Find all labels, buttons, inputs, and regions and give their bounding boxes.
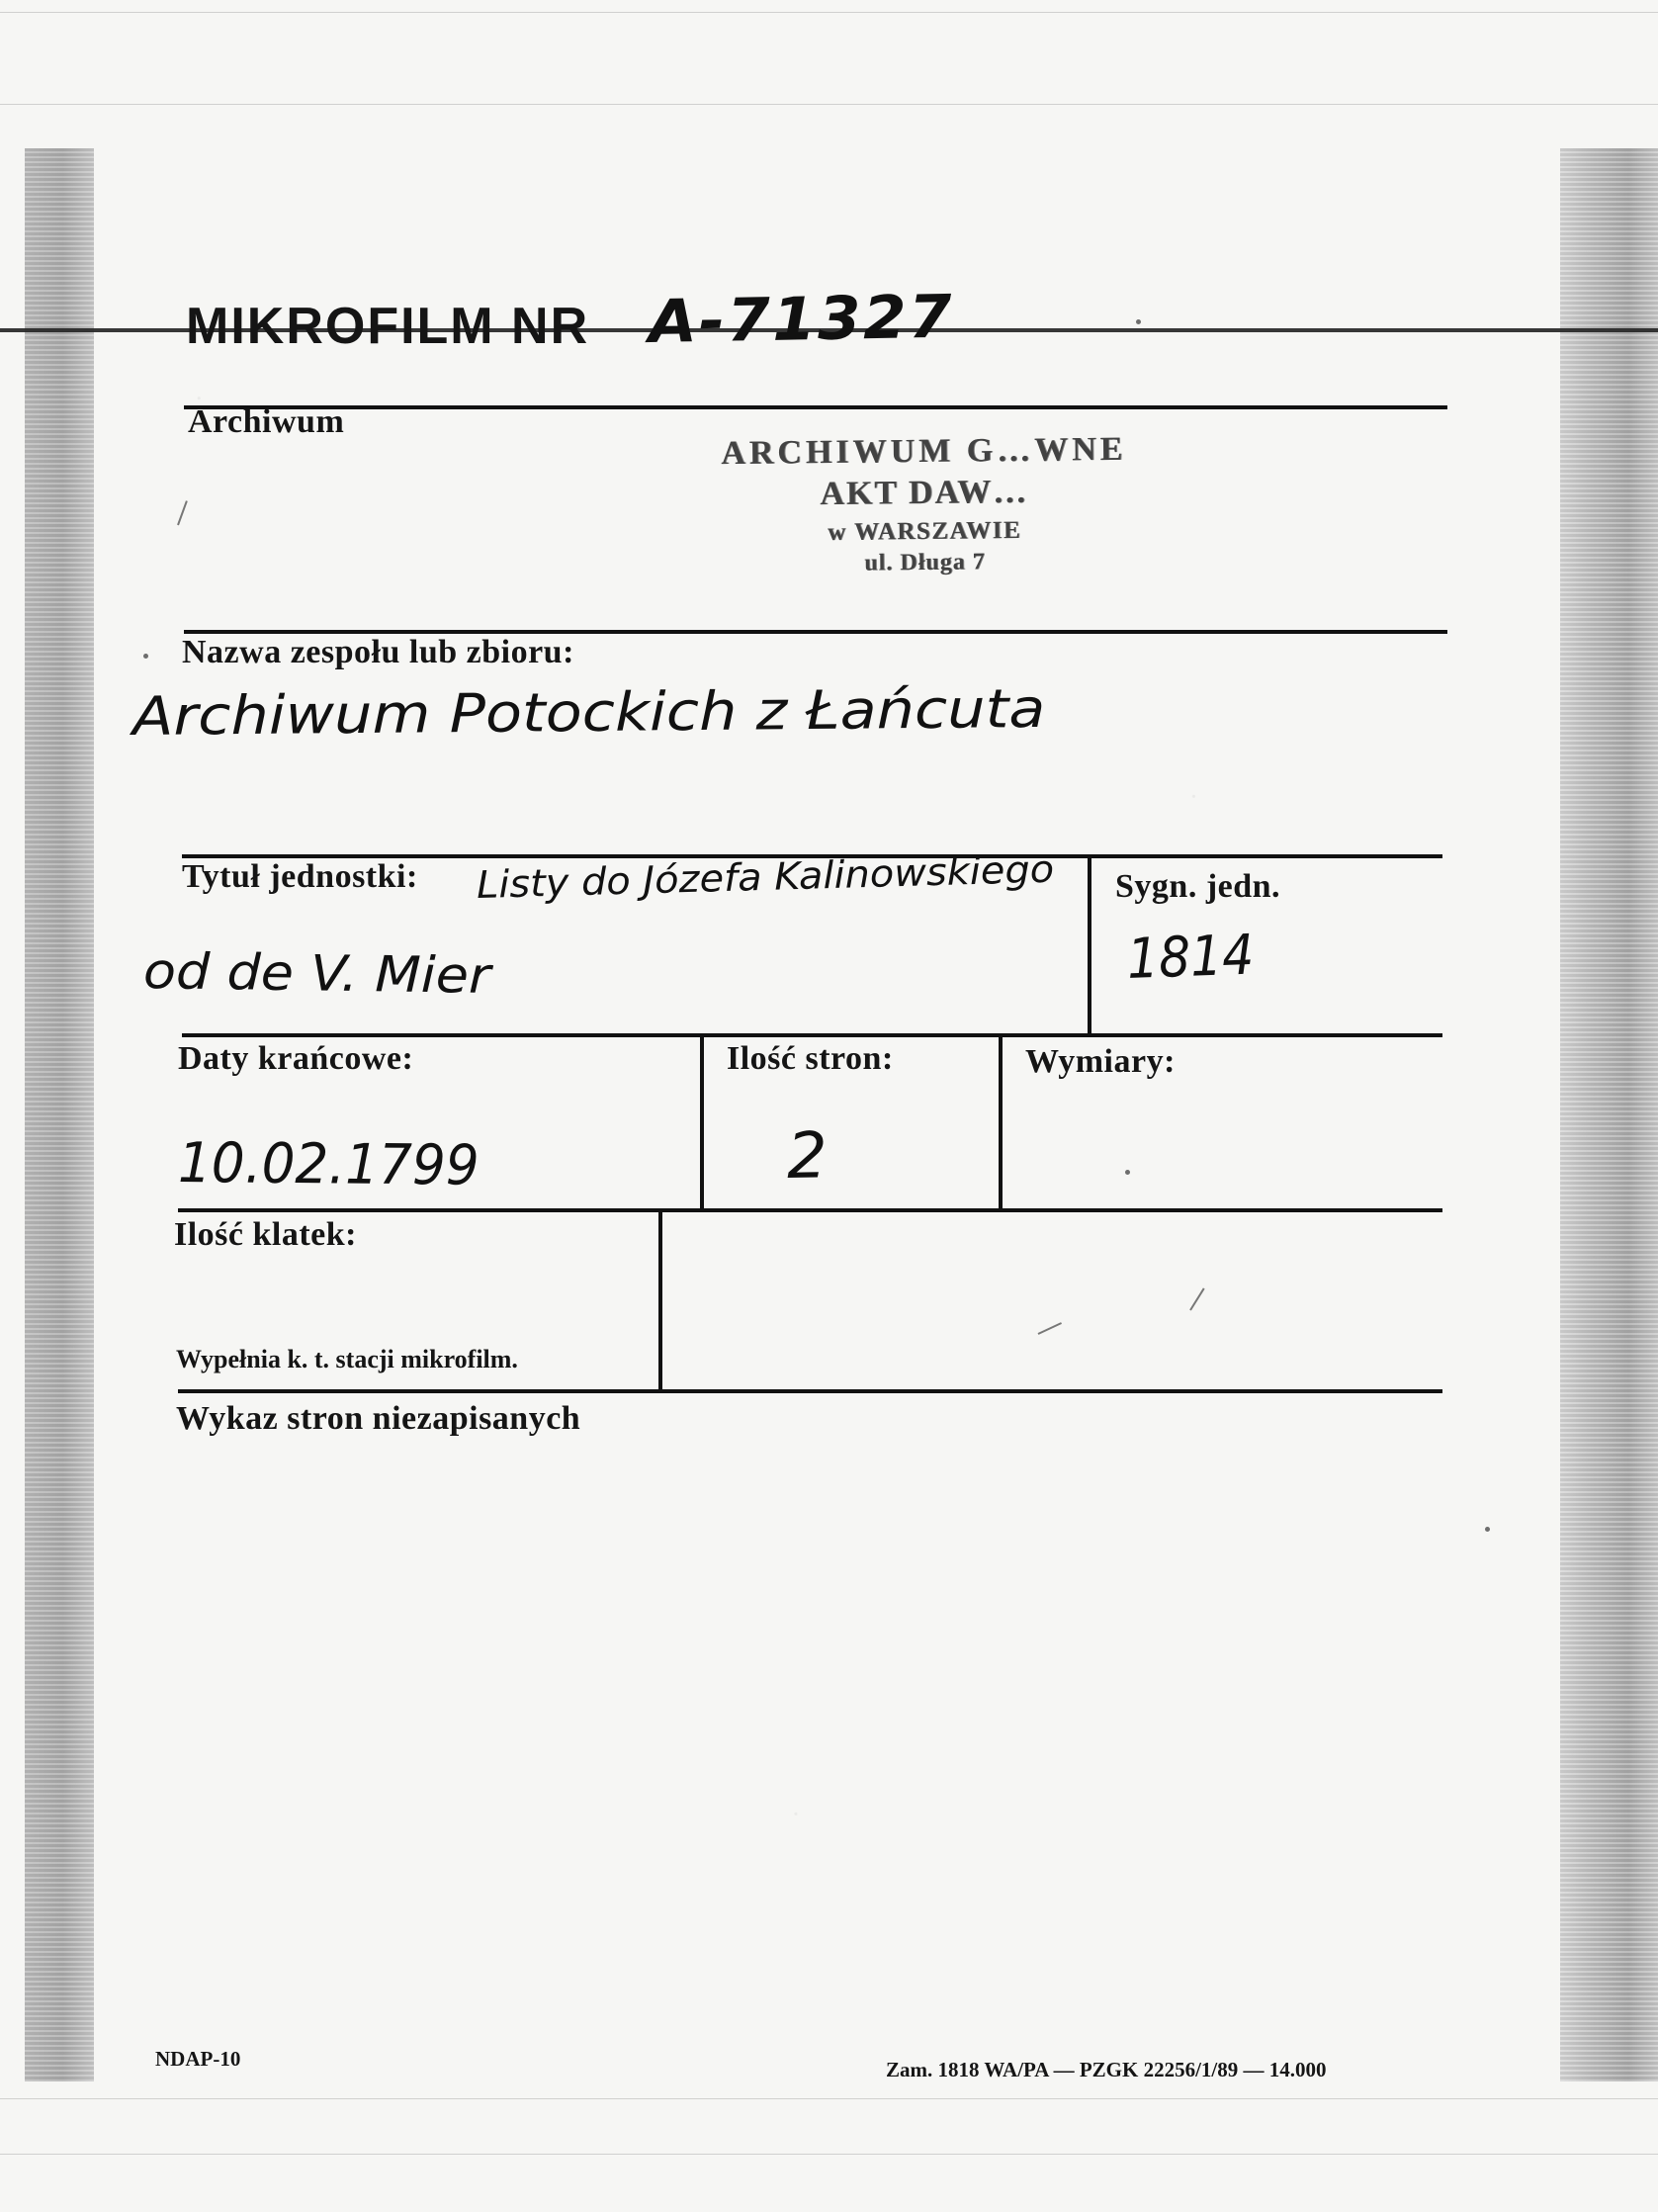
dates-label: Daty krańcowe: bbox=[178, 1040, 414, 1077]
pages-handwritten-value: 2 bbox=[786, 1119, 829, 1194]
footer-print-info: Zam. 1818 WA/PA — PZGK 22256/1/89 — 14.000 bbox=[886, 2058, 1327, 2081]
signature-handwritten-value: 1814 bbox=[1125, 923, 1256, 992]
ink-scratch bbox=[1189, 1287, 1204, 1310]
microfilm-title-prefix: MIKROFILM NR bbox=[186, 298, 590, 355]
frames-label: Ilość klatek: bbox=[174, 1216, 357, 1253]
footer-form-code: NDAP-10 bbox=[155, 2047, 241, 2071]
collection-handwritten-value: Archiwum Potockich z Łańcuta bbox=[131, 676, 1046, 748]
ink-scratch bbox=[1038, 1322, 1062, 1335]
signature-label: Sygn. jedn. bbox=[1115, 868, 1281, 905]
archiwum-label: Archiwum bbox=[188, 403, 345, 440]
archive-stamp-line-1: ARCHIWUM G…WNE bbox=[721, 430, 1127, 473]
frames-divider bbox=[658, 1209, 662, 1390]
microfilm-title bbox=[186, 282, 955, 357]
unit-title-handwritten-value-1: Listy do Józefa Kalinowskiego bbox=[476, 846, 1055, 907]
scan-line-lower bbox=[0, 2098, 1658, 2099]
collection-label: Nazwa zespołu lub zbioru: bbox=[182, 634, 574, 670]
ink-speck bbox=[1125, 1170, 1130, 1175]
archive-stamp-line-4: ul. Długa 7 bbox=[864, 549, 986, 576]
signature-divider bbox=[1088, 855, 1091, 1033]
archiwum-top-rule bbox=[184, 405, 1447, 409]
archive-stamp bbox=[632, 430, 1217, 604]
dimensions-label: Wymiary: bbox=[1025, 1043, 1176, 1080]
ink-scratch bbox=[177, 500, 188, 525]
ink-speck bbox=[143, 654, 148, 659]
dates-pages-divider bbox=[700, 1033, 704, 1209]
ink-speck bbox=[1136, 319, 1141, 324]
pages-dimensions-divider bbox=[999, 1033, 1003, 1212]
left-scan-shadow-strip bbox=[25, 148, 94, 2081]
frames-top-rule bbox=[178, 1208, 1442, 1212]
ink-speck bbox=[1485, 1527, 1490, 1532]
unit-title-handwritten-value-2: od de V. Mier bbox=[142, 942, 491, 1005]
blank-pages-top-rule bbox=[178, 1389, 1442, 1393]
unit-title-label: Tytuł jednostki: bbox=[182, 858, 418, 895]
dates-handwritten-value: 10.02.1799 bbox=[177, 1131, 480, 1198]
dates-top-rule bbox=[182, 1033, 1442, 1037]
right-scan-shadow-strip bbox=[1560, 148, 1658, 2081]
microfilm-number: A-71327 bbox=[648, 282, 955, 357]
station-note: Wypełnia k. t. stacji mikrofilm. bbox=[176, 1345, 518, 1373]
scan-line-bottom bbox=[0, 2154, 1658, 2155]
archive-stamp-line-2: AKT DAW… bbox=[820, 473, 1029, 513]
pages-label: Ilość stron: bbox=[727, 1040, 894, 1077]
scan-line-top-secondary bbox=[0, 104, 1658, 105]
blank-pages-label: Wykaz stron niezapisanych bbox=[176, 1400, 581, 1437]
scan-line-top bbox=[0, 12, 1658, 13]
archive-stamp-line-3: w WARSZAWIE bbox=[828, 516, 1022, 547]
